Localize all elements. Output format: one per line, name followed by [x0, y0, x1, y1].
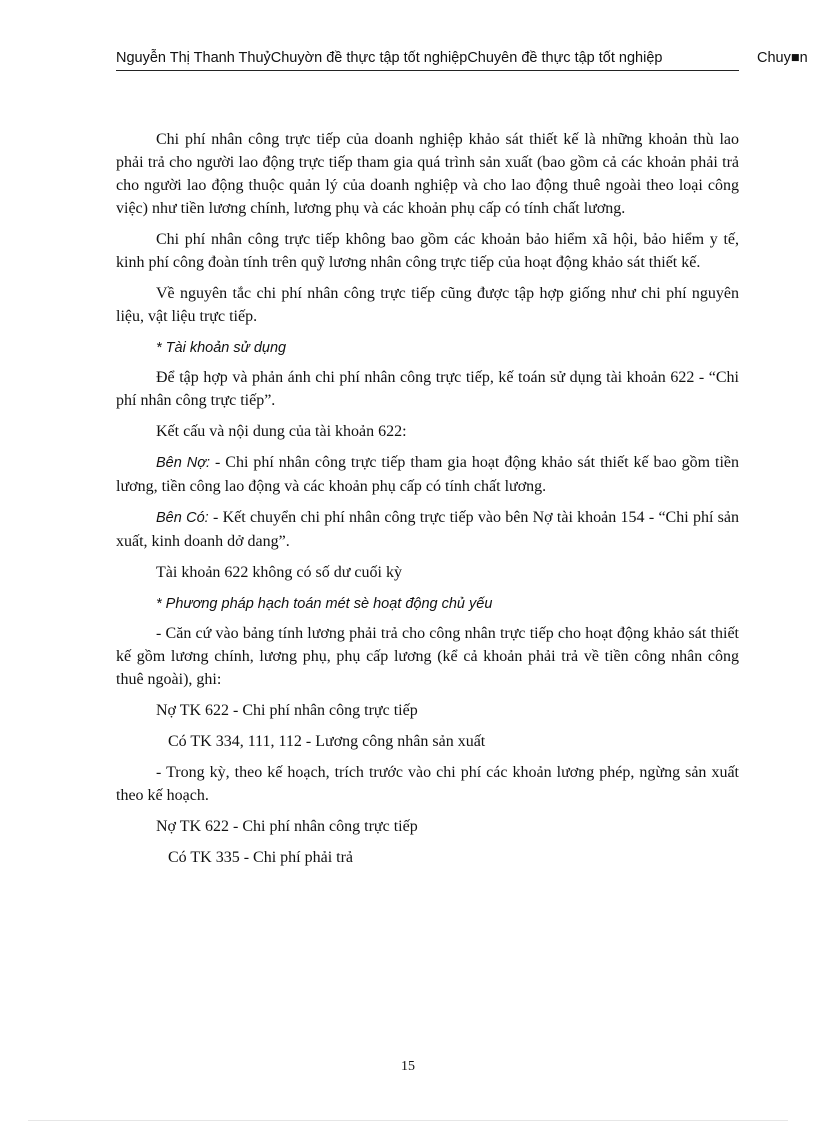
running-header: [116, 48, 816, 70]
journal-entry-2-credit: Có TK 335 - Chi phí phải trả: [168, 849, 354, 866]
page-number: 15: [401, 1059, 415, 1074]
credit-text: - Kết chuyển chi phí nhân công trực tiếp vào bên Nợ tài khoản 154 - “Chi phí sản xuất, kinh doanh dở dang”.: [116, 509, 740, 550]
paragraph-no-balance: Tài khoản 622 không có số dư cuối kỳ: [156, 564, 402, 581]
document-body: [116, 128, 739, 877]
paragraph-debit-side: [116, 451, 739, 498]
header-divider: [116, 70, 739, 71]
heading-account-used-text: * Tài khoản sử dụng: [156, 340, 287, 356]
header-trailing-text: Chuy■n: [757, 50, 808, 66]
paragraph-payroll-basis: - Căn cứ vào bảng tính lương phải trả cho công nhân trực tiếp cho hoạt động khảo sát thiết kế gồm lương chính, lương phụ, phụ cấp lương (kể cả khoản phải trả về tiền công nhân công thuê ngoài), ghi:: [116, 625, 739, 688]
journal-entry-1-debit: Nợ TK 622 - Chi phí nhân công trực tiếp: [156, 702, 418, 719]
page-bottom-edge: [28, 1120, 788, 1121]
paragraph-account-622: Để tập hợp và phản ánh chi phí nhân công trực tiếp, kế toán sử dụng tài khoản 622 - “Chi phí nhân công trực tiếp”.: [116, 369, 739, 409]
debit-label: Bên Nợ:: [156, 455, 211, 471]
paragraph-structure: Kết cấu và nội dung của tài khoản 622:: [156, 423, 407, 440]
header-title: Nguyễn Thị Thanh ThuỷChuyờn đề thực tập tốt nghiệpChuyên đề thực tập tốt nghiệp: [116, 50, 663, 66]
journal-entry-1-credit: Có TK 334, 111, 112 - Lương công nhân sản xuất: [168, 733, 486, 750]
paragraph-direct-labor-definition: Chi phí nhân công trực tiếp của doanh nghiệp khảo sát thiết kế là những khoản thù lao phải trả cho người lao động trực tiếp tham gia quá trình sản xuất (bao gồm cả các khoản phải trả cho người lao động thuộc quản lý của doanh nghiệp và cho lao động thuê ngoài theo loại công việc) như tiền lương chính, lương phụ và các khoản phụ cấp có tính chất lương.: [116, 131, 739, 217]
heading-accounting-method: [116, 592, 739, 616]
credit-label: Bên Có:: [156, 510, 209, 526]
journal-entry-2-debit: Nợ TK 622 - Chi phí nhân công trực tiếp: [156, 818, 418, 835]
debit-text: - Chi phí nhân công trực tiếp tham gia hoạt động khảo sát thiết kế bao gồm tiền lương, tiền công lao động và các khoản phụ cấp có tính chất lương.: [116, 454, 740, 495]
paragraph-accrual: - Trong kỳ, theo kế hoạch, trích trước vào chi phí các khoản lương phép, ngừng sản xuất theo kế hoạch.: [116, 764, 739, 804]
heading-accounting-method-text: * Phương pháp hạch toán mét sè hoạt động chủ yếu: [156, 596, 493, 612]
paragraph-principle: Về nguyên tắc chi phí nhân công trực tiếp cũng được tập hợp giống như chi phí nguyên liệu, vật liệu trực tiếp.: [116, 285, 739, 325]
paragraph-exclusions: Chi phí nhân công trực tiếp không bao gồm các khoản bảo hiểm xã hội, bảo hiểm y tế, kinh phí công đoàn tính trên quỹ lương nhân công trực tiếp của hoạt động khảo sát thiết kế.: [116, 231, 739, 271]
heading-account-used: [116, 336, 739, 360]
paragraph-credit-side: [116, 506, 739, 553]
